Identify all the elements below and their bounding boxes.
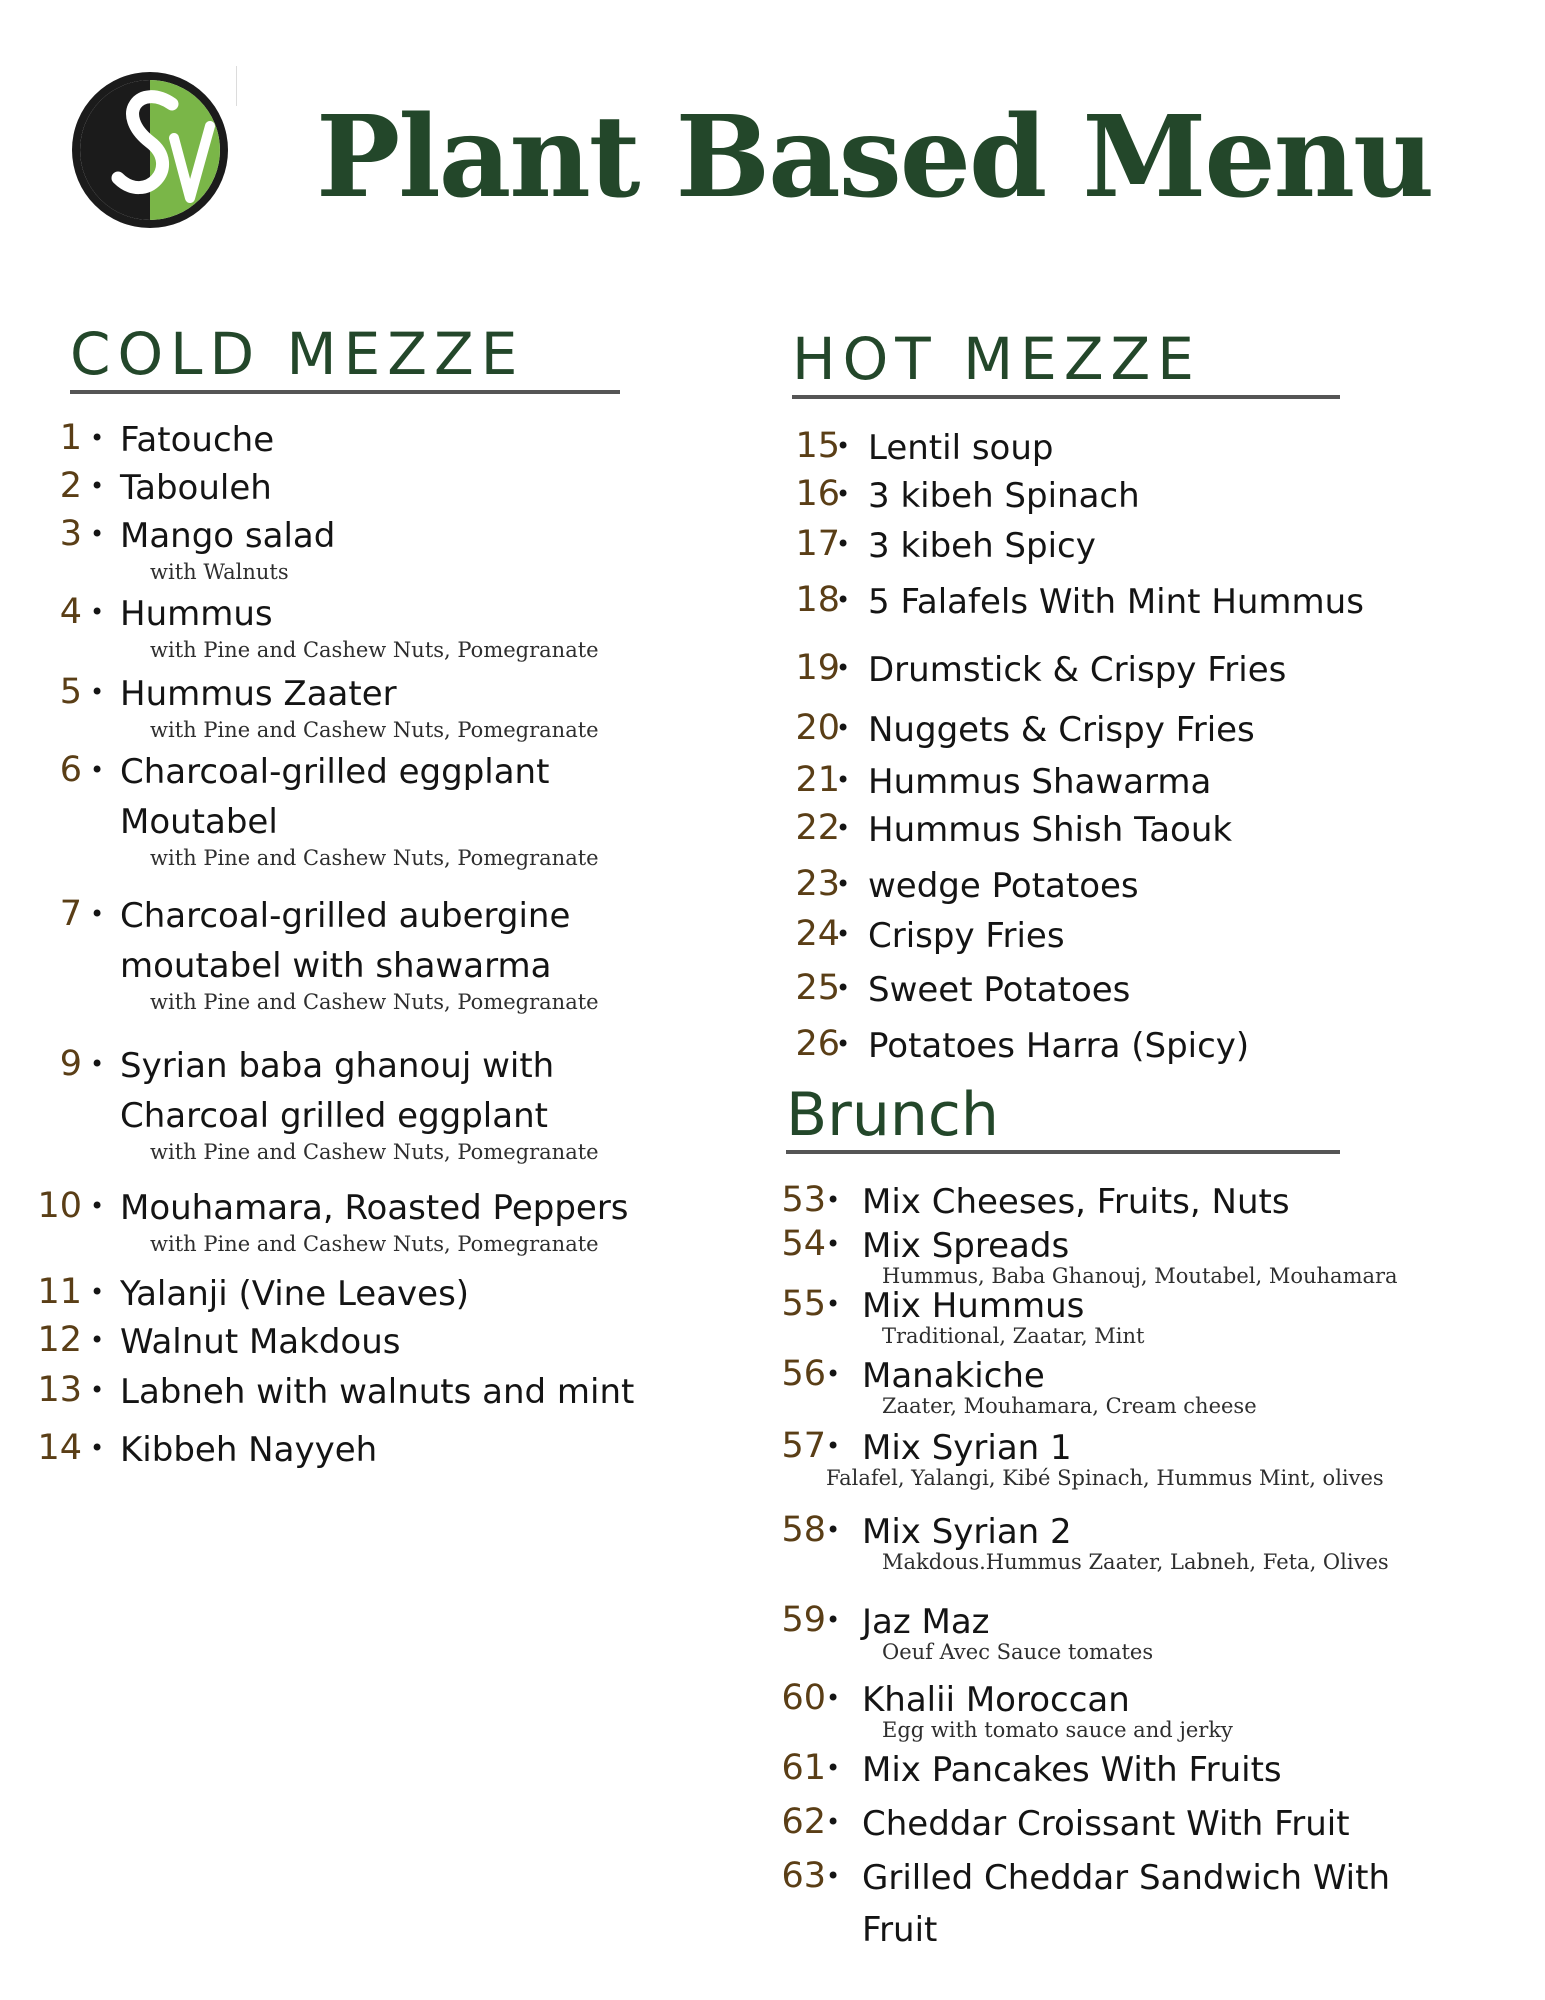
item-number: 61: [781, 1748, 826, 1788]
bullet-icon: •: [836, 920, 851, 948]
item-name: Lentil soup: [868, 428, 1054, 468]
bullet-icon: •: [836, 870, 851, 898]
item-name: Fatouche: [120, 420, 275, 460]
item-number: 56: [781, 1354, 826, 1394]
item-name-line2: Fruit: [862, 1910, 938, 1950]
cold-mezze-heading: COLD MEZZE: [70, 320, 525, 388]
item-name-line2: Charcoal grilled eggplant: [120, 1096, 548, 1136]
bullet-icon: •: [826, 1862, 841, 1890]
bullet-icon: •: [90, 1376, 105, 1404]
item-number: 55: [781, 1284, 826, 1324]
item-number: 15: [795, 426, 840, 466]
item-description: with Pine and Cashew Nuts, Pomegranate: [150, 718, 599, 742]
item-number: 20: [795, 708, 840, 748]
item-name: Mango salad: [120, 516, 336, 556]
item-name: Sweet Potatoes: [868, 970, 1131, 1010]
hot-mezze-underline: [792, 395, 1340, 399]
bullet-icon: •: [826, 1684, 841, 1712]
item-name: Syrian baba ghanouj with: [120, 1046, 555, 1086]
item-name: Mouhamara, Roasted Peppers: [120, 1188, 629, 1228]
bullet-icon: •: [90, 756, 105, 784]
bullet-icon: •: [90, 900, 105, 928]
item-number: 9: [59, 1044, 82, 1084]
item-number: 12: [37, 1320, 82, 1360]
item-number: 26: [795, 1024, 840, 1064]
item-number: 23: [795, 864, 840, 904]
item-number: 6: [59, 750, 82, 790]
item-description: with Pine and Cashew Nuts, Pomegranate: [150, 638, 599, 662]
item-name: Hummus: [120, 594, 273, 634]
item-number: 54: [781, 1224, 826, 1264]
item-name: Mix Spreads: [862, 1226, 1070, 1266]
item-number: 19: [795, 648, 840, 688]
cold-mezze-underline: [70, 390, 620, 394]
bullet-icon: •: [90, 424, 105, 452]
item-name: Mix Syrian 1: [862, 1428, 1072, 1468]
bullet-icon: •: [836, 714, 851, 742]
bullet-icon: •: [836, 1030, 851, 1058]
item-description: with Pine and Cashew Nuts, Pomegranate: [150, 846, 599, 870]
item-name: 5 Falafels With Mint Hummus: [868, 582, 1364, 622]
bullet-icon: •: [826, 1808, 841, 1836]
bullet-icon: •: [826, 1290, 841, 1318]
item-number: 13: [37, 1370, 82, 1410]
item-name: Drumstick & Crispy Fries: [868, 650, 1287, 690]
item-description: Falafel, Yalangi, Kibé Spinach, Hummus Mint, olives: [826, 1466, 1384, 1490]
bullet-icon: •: [90, 1434, 105, 1462]
item-name-line2: Moutabel: [120, 802, 278, 842]
item-number: 16: [795, 474, 840, 514]
item-description: Oeuf Avec Sauce tomates: [882, 1640, 1154, 1664]
item-name: Nuggets & Crispy Fries: [868, 710, 1255, 750]
bullet-icon: •: [826, 1516, 841, 1544]
bullet-icon: •: [826, 1186, 841, 1214]
item-name: Mix Hummus: [862, 1286, 1085, 1326]
item-name: Hummus Shawarma: [868, 762, 1212, 802]
bullet-icon: •: [826, 1754, 841, 1782]
item-number: 2: [59, 466, 82, 506]
item-name: wedge Potatoes: [868, 866, 1139, 906]
item-number: 57: [781, 1426, 826, 1466]
logo-divider: [236, 66, 237, 106]
item-description: with Pine and Cashew Nuts, Pomegranate: [150, 1140, 599, 1164]
item-name: Potatoes Harra (Spicy): [868, 1026, 1250, 1066]
item-name: Charcoal-grilled eggplant: [120, 752, 550, 792]
sv-logo: [70, 70, 230, 230]
bullet-icon: •: [836, 480, 851, 508]
item-number: 1: [59, 418, 82, 458]
item-name: Charcoal-grilled aubergine: [120, 896, 571, 936]
item-number: 59: [781, 1600, 826, 1640]
item-number: 58: [781, 1510, 826, 1550]
item-name: Grilled Cheddar Sandwich With: [862, 1858, 1391, 1898]
bullet-icon: •: [836, 974, 851, 1002]
item-description: Egg with tomato sauce and jerky: [882, 1718, 1233, 1742]
item-description: Zaater, Mouhamara, Cream cheese: [882, 1394, 1257, 1418]
item-number: 7: [59, 894, 82, 934]
item-description: Hummus, Baba Ghanouj, Moutabel, Mouhamara: [882, 1264, 1398, 1288]
item-description: with Pine and Cashew Nuts, Pomegranate: [150, 1232, 599, 1256]
item-number: 18: [795, 580, 840, 620]
bullet-icon: •: [836, 530, 851, 558]
bullet-icon: •: [90, 472, 105, 500]
bullet-icon: •: [826, 1230, 841, 1258]
item-name: 3 kibeh Spicy: [868, 526, 1096, 566]
item-number: 5: [59, 672, 82, 712]
item-description: Traditional, Zaatar, Mint: [882, 1324, 1145, 1348]
item-name: Mix Cheeses, Fruits, Nuts: [862, 1182, 1290, 1222]
bullet-icon: •: [826, 1432, 841, 1460]
page-title: Plant Based Menu: [316, 92, 1433, 223]
item-number: 3: [59, 514, 82, 554]
item-number: 53: [781, 1180, 826, 1220]
item-number: 10: [37, 1186, 82, 1226]
bullet-icon: •: [836, 432, 851, 460]
item-name: Tabouleh: [120, 468, 272, 508]
bullet-icon: •: [90, 520, 105, 548]
hot-mezze-heading: HOT MEZZE: [792, 325, 1201, 393]
item-name: Hummus Shish Taouk: [868, 810, 1233, 850]
item-name: Labneh with walnuts and mint: [120, 1372, 635, 1412]
item-description: Makdous.Hummus Zaater, Labneh, Feta, Olives: [882, 1550, 1389, 1574]
item-name: Walnut Makdous: [120, 1322, 401, 1362]
item-number: 11: [37, 1272, 82, 1312]
item-name: Hummus Zaater: [120, 674, 397, 714]
bullet-icon: •: [826, 1360, 841, 1388]
bullet-icon: •: [836, 586, 851, 614]
bullet-icon: •: [90, 1050, 105, 1078]
bullet-icon: •: [836, 766, 851, 794]
item-number: 4: [59, 592, 82, 632]
bullet-icon: •: [90, 1192, 105, 1220]
item-description: with Walnuts: [150, 560, 289, 584]
item-name: Mix Syrian 2: [862, 1512, 1072, 1552]
bullet-icon: •: [90, 598, 105, 626]
item-number: 17: [795, 524, 840, 564]
bullet-icon: •: [90, 1278, 105, 1306]
item-number: 22: [795, 808, 840, 848]
item-name: 3 kibeh Spinach: [868, 476, 1140, 516]
item-name: Manakiche: [862, 1356, 1045, 1396]
item-name: Yalanji (Vine Leaves): [120, 1274, 470, 1314]
item-number: 62: [781, 1802, 826, 1842]
item-name: Crispy Fries: [868, 916, 1065, 956]
item-name-line2: moutabel with shawarma: [120, 946, 552, 986]
item-name: Kibbeh Nayyeh: [120, 1430, 378, 1470]
item-number: 24: [795, 914, 840, 954]
bullet-icon: •: [836, 814, 851, 842]
item-name: Jaz Maz: [862, 1602, 990, 1642]
item-number: 21: [795, 760, 840, 800]
bullet-icon: •: [826, 1606, 841, 1634]
item-number: 14: [37, 1428, 82, 1468]
item-name: Cheddar Croissant With Fruit: [862, 1804, 1350, 1844]
bullet-icon: •: [836, 654, 851, 682]
item-number: 60: [781, 1678, 826, 1718]
bullet-icon: •: [90, 1326, 105, 1354]
brunch-underline: [786, 1150, 1340, 1154]
item-name: Khalii Moroccan: [862, 1680, 1130, 1720]
brunch-heading: Brunch: [786, 1080, 999, 1150]
item-number: 25: [795, 968, 840, 1008]
item-name: Mix Pancakes With Fruits: [862, 1750, 1282, 1790]
bullet-icon: •: [90, 678, 105, 706]
item-description: with Pine and Cashew Nuts, Pomegranate: [150, 990, 599, 1014]
item-number: 63: [781, 1856, 826, 1896]
